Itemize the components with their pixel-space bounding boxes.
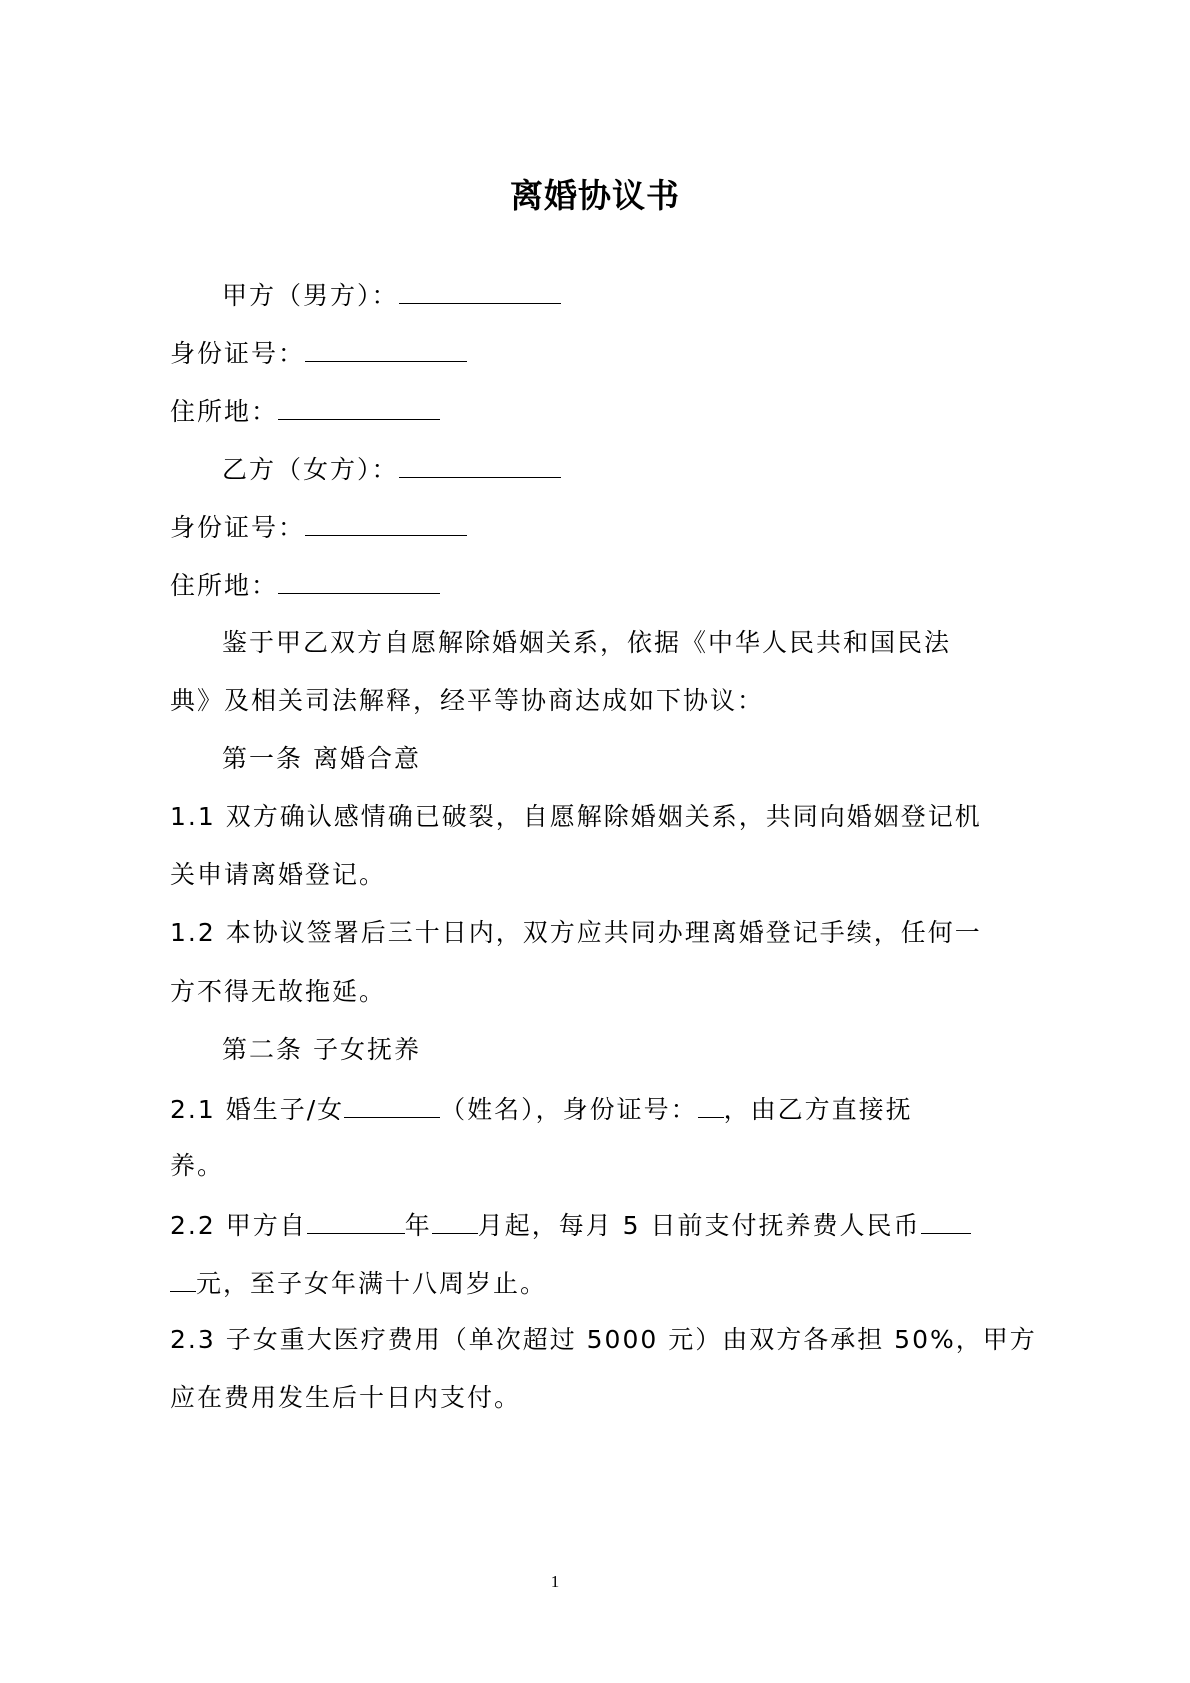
clause-2-2-line-1 xyxy=(170,1209,971,1241)
clause-2-2-line-2 xyxy=(170,1267,547,1299)
page-number: 1 xyxy=(550,1572,560,1591)
clause-2-1-suffix: ，由乙方直接抚 xyxy=(723,1095,913,1124)
support-amount-blank-cont[interactable] xyxy=(170,1267,196,1292)
document-title: 离婚协议书 xyxy=(510,176,680,215)
clause-2-1-line-1 xyxy=(170,1093,913,1125)
party-b-id-line xyxy=(170,511,467,543)
clause-2-1-line-2: 养。 xyxy=(170,1151,225,1180)
clause-2-1-mid: （姓名），身份证号： xyxy=(440,1095,698,1124)
party-b-id-label: 身份证号： xyxy=(170,513,306,542)
clause-2-3-line-2: 应在费用发生后十日内支付。 xyxy=(170,1383,522,1412)
party-a-line xyxy=(222,279,561,311)
party-b-label: 乙方（女方）： xyxy=(222,455,399,484)
party-a-label: 甲方（男方）： xyxy=(222,281,399,310)
party-b-name-blank[interactable] xyxy=(399,453,561,478)
support-amount-blank[interactable] xyxy=(921,1209,971,1234)
clause-1-2-line-1: 1.2 本协议签署后三十日内，双方应共同办理离婚登记手续，任何一 xyxy=(170,918,982,947)
child-name-blank[interactable] xyxy=(344,1093,440,1118)
party-b-id-blank[interactable] xyxy=(305,511,467,536)
party-a-name-blank[interactable] xyxy=(399,279,561,304)
clause-2-2-mid: 月起，每月 5 日前支付抚养费人民币 xyxy=(477,1211,921,1240)
clause-2-3-line-1: 2.3 子女重大医疗费用（单次超过 5000 元）由双方各承担 50%，甲方 xyxy=(170,1325,1037,1354)
start-year-blank[interactable] xyxy=(307,1209,405,1234)
party-b-line xyxy=(222,453,561,485)
party-a-address-blank[interactable] xyxy=(278,395,440,420)
clause-1-1-line-1: 1.1 双方确认感情确已破裂，自愿解除婚姻关系，共同向婚姻登记机 xyxy=(170,802,982,831)
clause-1-2-line-2: 方不得无故拖延。 xyxy=(170,977,387,1006)
party-a-id-blank[interactable] xyxy=(305,337,467,362)
clause-2-2-prefix: 2.2 甲方自 xyxy=(170,1211,307,1240)
preamble-line-1: 鉴于甲乙双方自愿解除婚姻关系，依据《中华人民共和国民法 xyxy=(222,628,952,657)
party-b-address-blank[interactable] xyxy=(278,569,440,594)
party-a-address-label: 住所地： xyxy=(170,397,279,426)
preamble-line-2: 典》及相关司法解释，经平等协商达成如下协议： xyxy=(170,686,765,715)
start-month-blank[interactable] xyxy=(432,1209,478,1234)
party-b-address-line xyxy=(170,569,440,601)
article-2-heading: 第二条 子女抚养 xyxy=(222,1035,421,1064)
party-b-address-label: 住所地： xyxy=(170,571,279,600)
party-a-address-line xyxy=(170,395,440,427)
child-id-blank[interactable] xyxy=(698,1093,724,1118)
article-1-heading: 第一条 离婚合意 xyxy=(222,744,421,773)
clause-2-1-prefix: 2.1 婚生子/女 xyxy=(170,1095,345,1124)
clause-2-2-year: 年 xyxy=(404,1211,432,1240)
party-a-id-line xyxy=(170,337,467,369)
clause-2-2-line-2-text: 元，至子女年满十八周岁止。 xyxy=(196,1269,548,1298)
party-a-id-label: 身份证号： xyxy=(170,339,306,368)
clause-1-1-line-2: 关申请离婚登记。 xyxy=(170,860,387,889)
